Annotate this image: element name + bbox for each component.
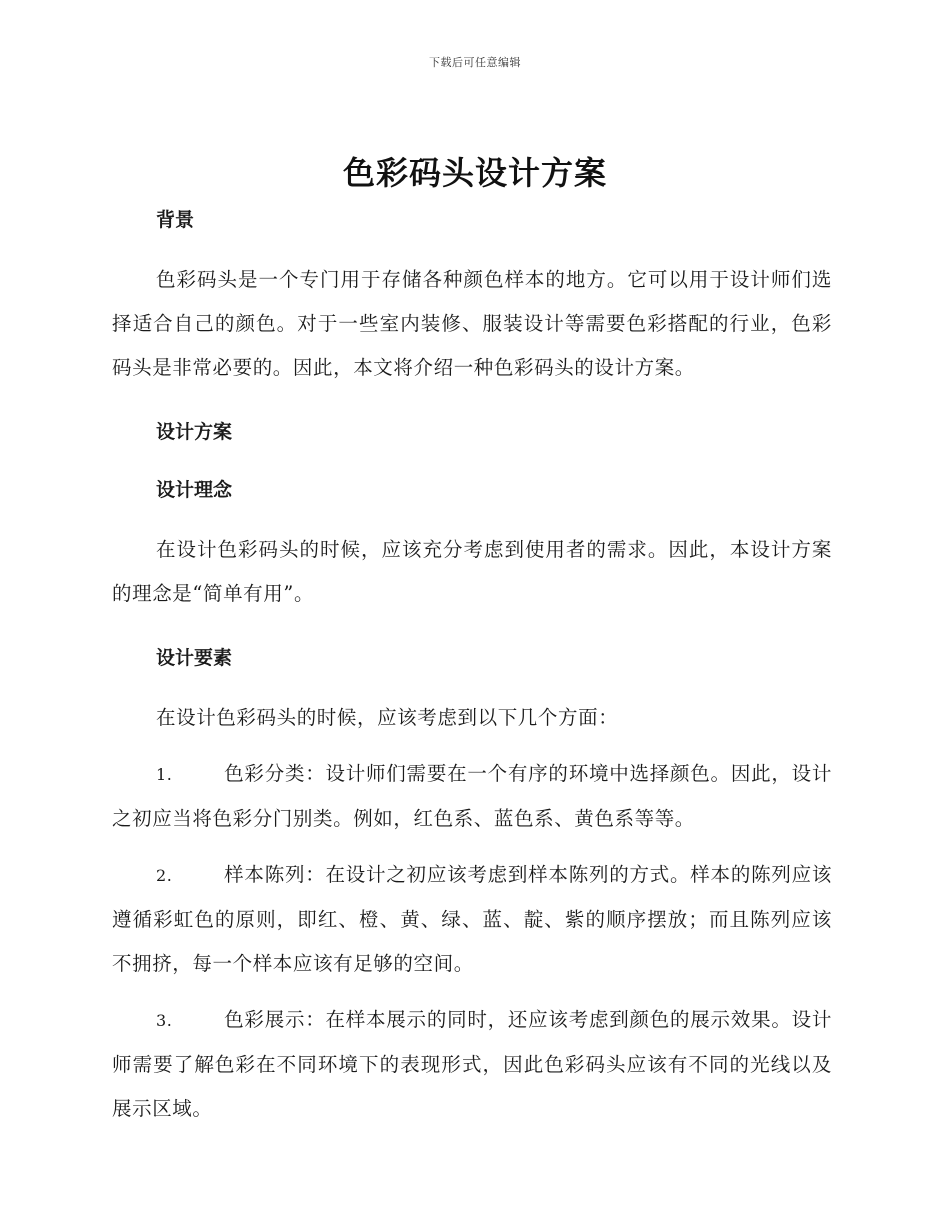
section-heading-design: 设计方案 [156, 421, 233, 443]
background-paragraph: 色彩码头是一个专门用于存储各种颜色样本的地方。它可以用于设计师们选择适合自己的颜色。对于一些室内装修、服装设计等需要色彩搭配的行业，色彩码头是非常必要的。因此，本文将介绍一种色彩码头的设计方案。 [112, 268, 832, 379]
list-item-number: 3. [156, 1011, 173, 1030]
header-note: 下载后可任意编辑 [429, 56, 521, 69]
list-item-number: 2. [156, 866, 173, 885]
list-item-text: 色彩展示：在样本展示的同时，还应该考虑到颜色的展示效果。设计师需要了解色彩在不同环境下的表现形式，因此色彩码头应该有不同的光线以及展示区域。 [112, 1008, 832, 1120]
list-item-text: 色彩分类：设计师们需要在一个有序的环境中选择颜色。因此，设计之初应当将色彩分门别类。例如，红色系、蓝色系、黄色系等等。 [112, 762, 832, 830]
section-heading-concept: 设计理念 [156, 479, 233, 501]
list-item-text: 样本陈列：在设计之初应该考虑到样本陈列的方式。样本的陈列应该遵循彩虹色的原则，即红、橙、黄、绿、蓝、靛、紫的顺序摆放；而且陈列应该不拥挤，每一个样本应该有足够的空间。 [112, 863, 832, 975]
section-heading-elements: 设计要素 [156, 647, 233, 669]
list-item [112, 752, 832, 841]
list-item [112, 998, 832, 1131]
elements-intro-paragraph: 在设计色彩码头的时候，应该考虑到以下几个方面： [156, 706, 619, 729]
document-body [112, 204, 832, 1131]
document-title: 色彩码头设计方案 [342, 154, 607, 192]
list-item-number: 1. [156, 765, 173, 784]
concept-paragraph: 在设计色彩码头的时候，应该充分考虑到使用者的需求。因此，本设计方案的理念是“简单有用”。 [112, 538, 832, 605]
section-heading-background: 背景 [156, 209, 195, 231]
list-item [112, 853, 832, 986]
